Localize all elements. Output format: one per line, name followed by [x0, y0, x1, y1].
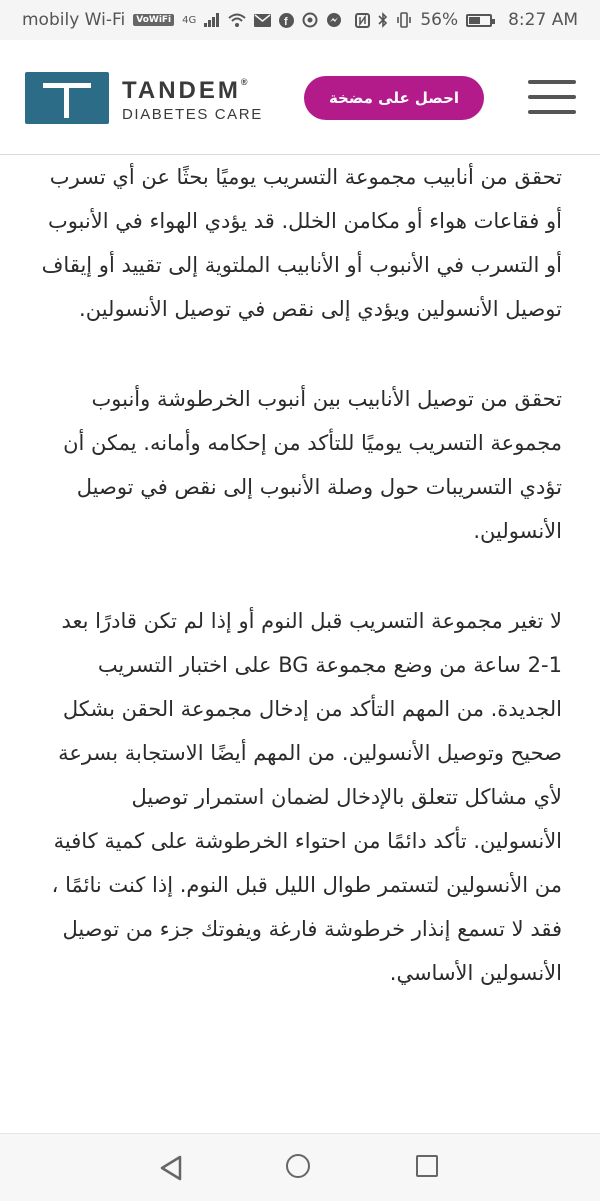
site-header	[0, 40, 600, 155]
vibrate-icon	[396, 12, 412, 28]
facebook-icon	[279, 13, 294, 28]
status-bar	[0, 0, 600, 40]
hamburger-menu-icon[interactable]	[528, 80, 576, 116]
network-type: 4G	[182, 14, 197, 26]
back-icon[interactable]	[158, 1154, 184, 1182]
vowifi-badge: VoWiFi	[133, 14, 174, 26]
home-icon[interactable]	[286, 1154, 310, 1178]
svg-text:f: f	[284, 15, 288, 28]
paragraph: تحقق من توصيل الأنابيب بين أنبوب الخرطوشة وأنبوب مجموعة التسريب يوميًا للتأكد من إحكامه وأمانه. يمكن أن تؤدي التسريبات حول وصلة الأنبوب إلى نقص في توصيل الأنسولين.	[63, 387, 562, 543]
get-pump-button[interactable]: احصل على مضخة	[304, 76, 484, 120]
brand-subtitle: DIABETES CARE	[122, 106, 263, 123]
messenger-icon	[326, 12, 342, 28]
whatsapp-icon	[302, 12, 318, 28]
bluetooth-icon	[378, 12, 388, 28]
paragraph: لا تغير مجموعة التسريب قبل النوم أو إذا لم تكن قادرًا بعد 1-2 ساعة من وضع مجموعة BG على اختبار التسريب الجديدة. من المهم التأكد من إدخال مجموعة الحقن بشكل صحيح وتوصيل الأنسولين. من المهم أيضًا الاستجابة بسرعة لأي مشاكل تتعلق بالإدخال لضمان استمرار توصيل الأنسولين. تأكد دائمًا من احتواء الخرطوشة على كمية كافية من الأنسولين لتستمر طوال الليل قبل النوم. إذا كنت نائمًا ، فقد لا تسمع إنذار خرطوشة فارغة ويفوتك جزء من توصيل الأنسولين الأساسي.	[51, 609, 562, 985]
article-content	[38, 155, 562, 1133]
signal-icon	[204, 13, 220, 27]
nfc-icon	[355, 13, 370, 28]
brand-name[interactable]: TANDEM®	[122, 77, 248, 104]
battery-percent: 56%	[420, 10, 459, 30]
recents-icon[interactable]	[416, 1155, 438, 1177]
carrier-label: mobily Wi-Fi	[22, 10, 126, 30]
paragraph: تحقق من أنابيب مجموعة التسريب يوميًا بحثًا عن أي تسرب أو فقاعات هواء أو مكامن الخلل. قد يؤدي الهواء في الأنبوب أو التسرب في الأنبوب أو الأنابيب الملتوية إلى تقييد أو إيقاف توصيل الأنسولين ويؤدي إلى نقص في توصيل الأنسولين.	[41, 165, 562, 321]
wifi-icon	[228, 13, 246, 27]
system-nav-bar	[0, 1133, 600, 1201]
mail-icon	[254, 14, 271, 27]
tandem-logo-icon[interactable]	[25, 72, 109, 124]
battery-icon	[466, 14, 492, 27]
clock: 8:27 AM	[508, 10, 578, 30]
